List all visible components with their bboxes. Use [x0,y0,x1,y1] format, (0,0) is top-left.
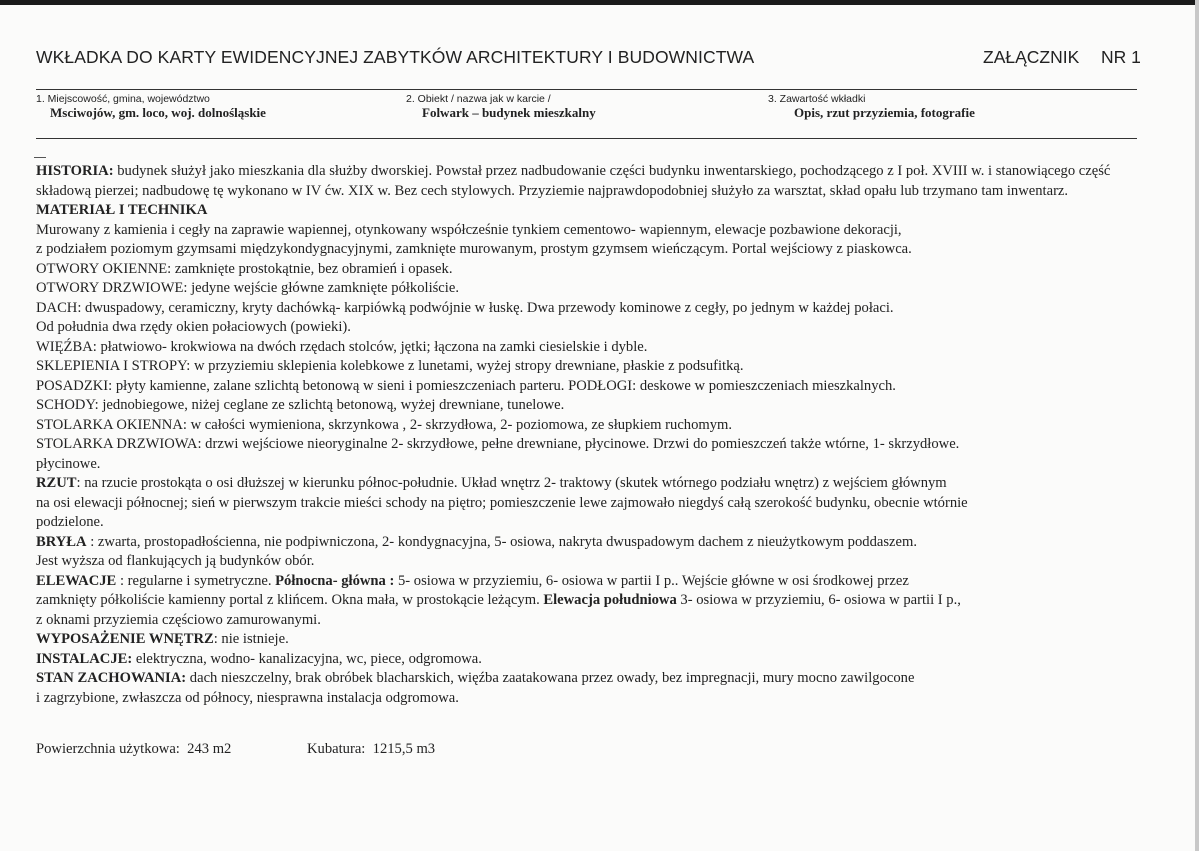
rzut-heading: RZUT [36,475,77,491]
section-stolarka-okienna: STOLARKA OKIENNA: w całości wymieniona, skrzynkowa , 2- skrzydłowa, 2- poziomowa, ze słupkiem ruchomym. [36,416,733,433]
field-contents-label: 3. Zawartość wkładki [768,93,866,105]
section-dach-line-1: DACH: dwuspadowy, ceramiczny, kryty dachówką- karpiówką podwójnie w łuskę. Dwa przewody kominowe z cegły, po jednym w każdej połaci. [36,299,894,316]
section-historia [36,162,1128,201]
elewacja-polnocna-heading: Północna- główna : [275,572,395,589]
rzut-line-3: podzielone. [36,514,104,530]
document-title: WKŁADKA DO KARTY EWIDENCYJNEJ ZABYTKÓW ARCHITEKTURY I BUDOWNICTWA [36,47,755,67]
section-sklepienia: SKLEPIENIA I STROPY: w przyziemiu sklepienia kolebkowe z lunetami, wyżej stropy drewniane, płaskie z podsufitką. [36,358,744,374]
historia-text: budynek służył jako mieszkania dla służby dworskiej. Powstał przez nadbudowanie części budynku inwentarskiego, pochodzącego z I poł. XVIII w. i stanowiącego część składową pierzei; nadbudowę tę wykonano w IV ćw. XIX w. Bez cech stylowych. Przyziemie najprawdopodobniej służyło za warsztat, skład opału lub trzymano tam inwentarz. [36,163,1111,199]
field-contents-value: Opis, rzut przyziemia, fotografie [794,105,975,120]
section-material-heading: MATERIAŁ I TECHNIKA [36,202,208,218]
section-otwory-okienne: OTWORY OKIENNE: zamknięte prostokątnie, bez obramień i opasek. [36,260,453,277]
section-rzut-line-1: RZUT: na rzucie prostokąta o osi dłuższej w kierunku północ-południe. Układ wnętrz 2- traktowy (skutek wtórnego podziału wnętrz) z wejściem głównym [36,475,947,491]
scan-top-edge [0,0,1199,5]
header-top-rule [36,89,1137,90]
usable-area-label: Powierzchnia użytkowa: [36,741,180,757]
historia-heading: HISTORIA: [36,163,114,179]
cubature [307,741,435,758]
section-stolarka-drzwiowa-line-1: STOLARKA DRZWIOWA: drzwi wejściowe nieoryginalne 2- skrzydłowe, pełne drewniane, płycinowe. Drzwi do pomieszczeń także wtórne, 1- skrzydłowe. [36,436,960,452]
section-posadzki: POSADZKI: płyty kamienne, zalane szlichtą betonową w sieni i pomieszczeniach parteru. PODŁOGI: deskowe w pomieszczeniach mieszkalnych. [36,377,896,394]
elewacje-line-3: z oknami przyziemia częściowo zamurowanymi. [36,611,321,628]
material-line-2: z podziałem poziomym gzymsami międzykondygnacyjnymi, zamknięte murowanym, prostym gzymsem wieńczącym. Portal wejściowy z piaskowca. [36,241,912,257]
section-dach-line-2: Od południa dwa rzędy okien połaciowych (powieki). [36,319,351,335]
annex-number: NR 1 [1101,47,1141,67]
section-stolarka-drzwiowa-line-2: płycinowe. [36,455,101,472]
usable-area [36,741,231,758]
section-wiezba: WIĘŹBA: płatwiowo- krokwiowa na dwóch rzędach stolców, jętki; łączona na zamki ciesielskie i dyble. [36,338,648,355]
scan-right-edge [1195,0,1199,851]
annex-label: ZAŁĄCZNIK [983,47,1080,67]
rzut-line-2: na osi elewacji północnej; sień w pierwszym trakcie mieści schody na piętro; pomieszczenie lewe zajmowało niegdyś całą szerokość budynku, obecnie wtórnie [36,494,968,511]
elewacje-heading: ELEWACJE [36,572,117,589]
elewacja-poludniowa-heading: Elewacja południowa [543,592,677,608]
bryla-heading: BRYŁA [36,533,87,550]
section-stan-line-1: STAN ZACHOWANIA: dach nieszczelny, brak obróbek blacharskich, więźba zaatakowana przez owady, bez impregnacji, mury mocno zawilgocone [36,670,915,686]
usable-area-value: 243 m2 [187,741,232,757]
cubature-value: 1215,5 m3 [372,741,436,757]
description-body [36,162,1128,708]
section-wyposazenie: WYPOSAŻENIE WNĘTRZ: nie istnieje. [36,631,289,647]
section-bryla-line-1: BRYŁA : zwarta, prostopadłościenna, nie podpiwniczona, 2- kondygnacyjna, 5- osiowa, nakryta dwuspadowym dachem z nieużytkowym poddaszem. [36,533,917,550]
header-bottom-rule [36,138,1137,139]
section-schody: SCHODY: jednobiegowe, niżej ceglane ze szlichtą betonową, wyżej drewniane, tunelowe. [36,397,565,413]
stan-line-2: i zagrzybione, zwłaszcza od północy, niesprawna instalacja odgromowa. [36,689,459,706]
section-instalacje: INSTALACJE: elektryczna, wodno- kanalizacyjna, wc, piece, odgromowa. [36,650,482,667]
field-object-label: 2. Obiekt / nazwa jak w karcie / [406,93,551,105]
section-elewacje-line-1: ELEWACJE : regularne i symetryczne. Północna- główna : 5- osiowa w przyziemiu, 6- osiowa w partii I p.. Wejście główne w osi środkowej przez [36,572,909,589]
section-otwory-drzwiowe: OTWORY DRZWIOWE: jedyne wejście główne zamknięte półkoliście. [36,280,459,296]
field-object-value: Folwark – budynek mieszkalny [422,105,596,120]
margin-dash [34,157,46,158]
field-location-value: Msciwojów, gm. loco, woj. dolnośląskie [50,105,266,120]
bryla-line-2: Jest wyższa od flankujących ją budynków obór. [36,553,315,569]
material-line-1: Murowany z kamienia i cegły na zaprawie wapiennej, otynkowany współcześnie tynkiem cementowo- wapiennym, elewacje pozbawione dekoracji, [36,221,902,238]
field-location-label: 1. Miejscowość, gmina, województwo [36,93,210,105]
cubature-label: Kubatura: [307,741,366,757]
elewacje-line-2: zamknięty półkoliście kamienny portal z klińcem. Okna mała, w prostokącie leżącym. Elewacja południowa 3- osiowa w przyziemiu, 6- osiowa w partii I p., [36,592,961,608]
